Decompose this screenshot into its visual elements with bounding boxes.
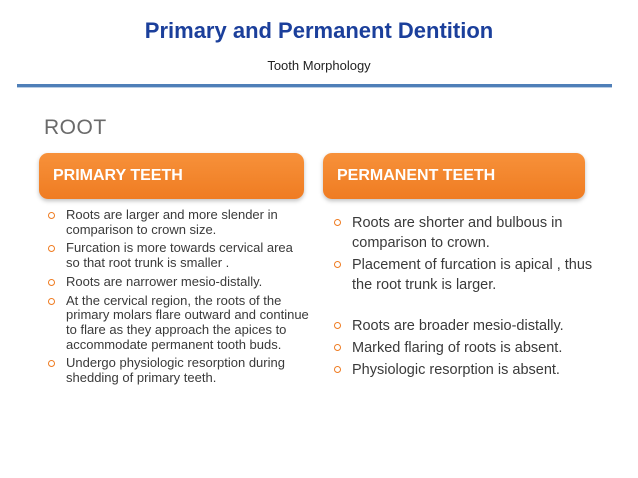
list-item [44,275,309,290]
bullet-circle-icon [48,298,55,305]
list-item [330,213,595,253]
list-item-text: Roots are narrower mesio-distally. [66,273,263,289]
bullet-circle-icon [48,360,55,367]
list-item-text: Placement of furcation is apical , thus the root trunk is larger. [352,257,593,293]
list-item-text: Undergo physiologic resorption during shedding of primary teeth. [66,355,285,386]
list-item [330,255,595,295]
bullet-circle-icon [334,219,341,226]
primary-teeth-list [44,208,309,390]
bullet-circle-icon [334,366,341,373]
slide-title: Primary and Permanent Dentition [144,18,494,43]
list-item [44,241,309,270]
list-item [44,208,309,237]
title-divider [17,84,612,88]
list-item-text: Furcation is more towards cervical area so that root trunk is smaller . [66,240,293,271]
list-item-text: Roots are shorter and bulbous in comparison to crown. [352,215,563,251]
permanent-teeth-list [330,213,595,380]
primary-teeth-header: PRIMARY TEETH [39,153,304,199]
list-item-text: Roots are larger and more slender in comparison to crown size. [66,207,278,237]
bullet-circle-icon [48,212,55,219]
list-item-text: Marked flaring of roots is absent. [352,340,563,356]
bullet-circle-icon [334,344,341,351]
bullet-circle-icon [48,245,55,252]
bullet-circle-icon [334,261,341,268]
list-item [330,360,595,380]
bullet-circle-icon [334,322,341,329]
list-item-text: At the cervical region, the roots of the primary molars flare outward and continue to flare as they approach the apices to accommodate permanent tooth buds. [66,292,309,352]
bullet-circle-icon [48,279,55,286]
section-heading: ROOT [44,116,107,139]
slide-subtitle: Tooth Morphology [267,58,371,73]
list-item [44,294,309,353]
list-item-text: Physiologic resorption is absent. [352,362,560,378]
permanent-teeth-header: PERMANENT TEETH [323,153,585,199]
list-item [330,316,595,336]
list-item [44,356,309,385]
list-item-text: Roots are broader mesio-distally. [352,318,564,334]
list-item [330,338,595,358]
